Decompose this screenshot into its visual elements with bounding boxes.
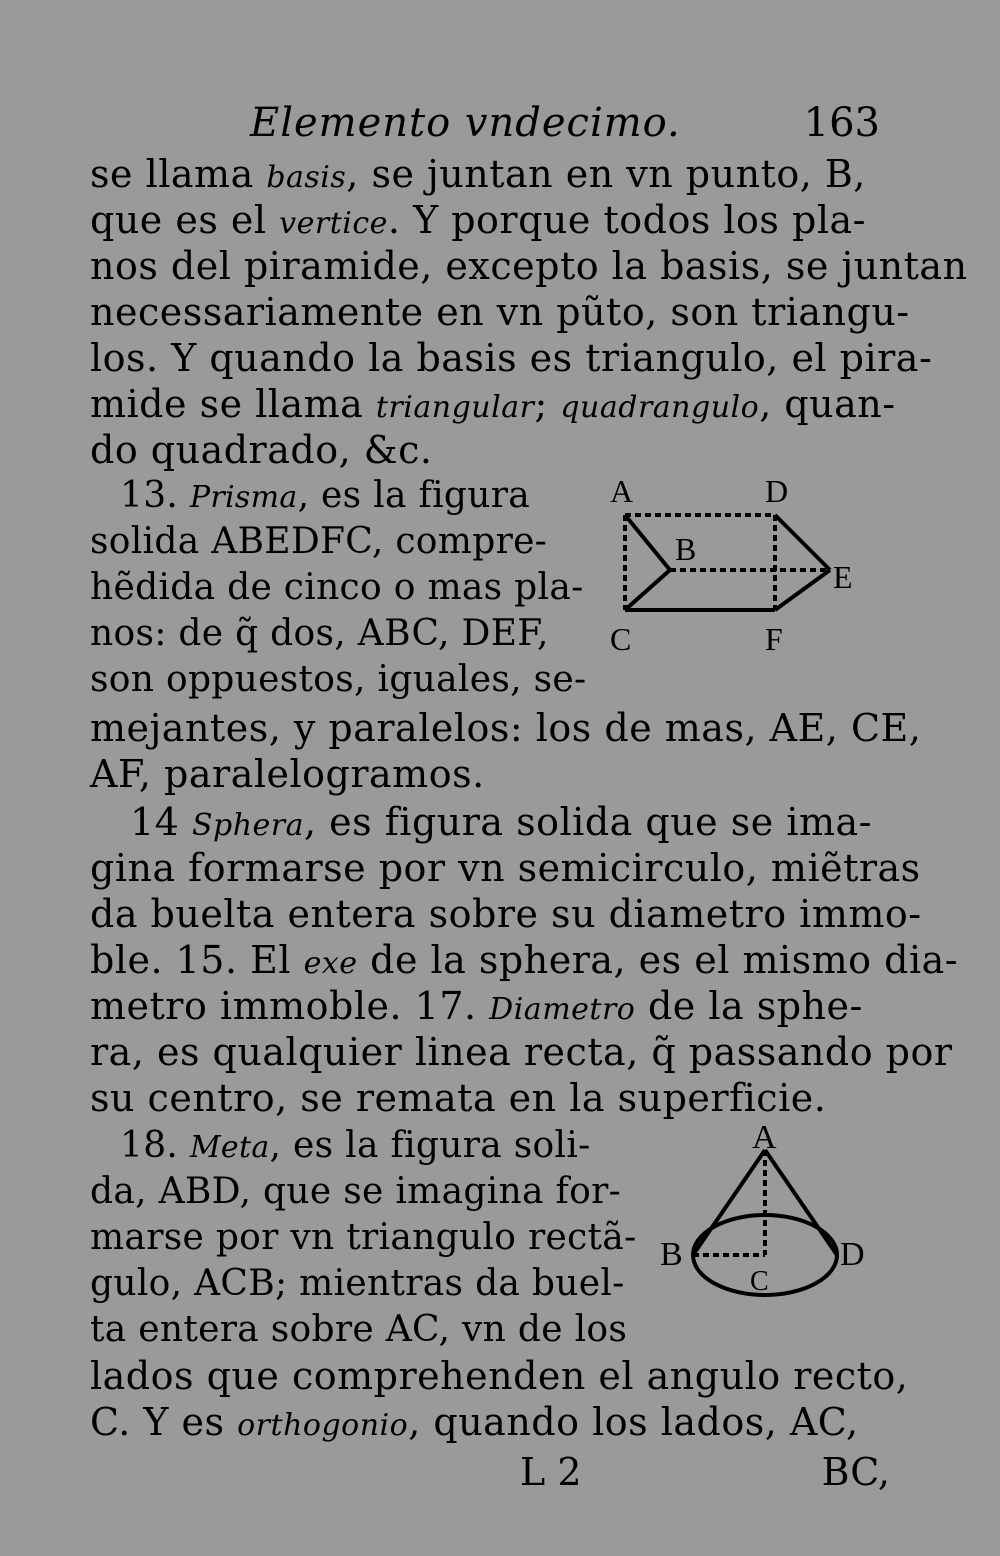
text-line-12: son oppuestos, iguales, se- (90, 659, 587, 700)
text-line-7: do quadrado, &c. (90, 428, 433, 472)
text-line-16: gina formarse por vn semicirculo, miẽtras (90, 846, 921, 890)
prism-label-c: C (610, 621, 632, 657)
prism-label-a: A (610, 473, 634, 509)
signature-mark: L 2 (520, 1450, 582, 1494)
text-line-13: mejantes, y paralelos: los de mas, AE, CE, (90, 706, 922, 750)
text-line-11: nos: de q̃ dos, ABC, DEF, (90, 613, 549, 654)
text-line-3: nos del piramide, excepto la basis, se juntan (90, 244, 968, 288)
cone-figure (655, 1120, 885, 1320)
text-line-14: AF, paralelogramos. (90, 752, 485, 796)
text-line-1: se llama basis, se juntan en vn punto, B, (90, 152, 866, 196)
prism-figure (605, 470, 875, 670)
cone-diagram (655, 1120, 885, 1320)
cone-label-a: A (752, 1120, 777, 1156)
page-header (90, 100, 880, 150)
catchword: BC, (821, 1450, 890, 1494)
text-line-23: da, ABD, que se imagina for- (90, 1171, 622, 1212)
page-number: 163 (803, 100, 880, 146)
text-line-19: metro immoble. 17. Diametro de la sphe- (90, 984, 863, 1028)
prism-label-f: F (765, 621, 783, 657)
text-line-17: da buelta entera sobre su diametro immo- (90, 892, 922, 936)
text-line-4: necessariamente en vn pũto, son triangu- (90, 290, 910, 334)
cone-label-d: D (840, 1236, 865, 1273)
text-line-10: hẽdida de cinco o mas pla- (90, 567, 584, 608)
text-line-15: 14 Sphera, es figura solida que se ima- (130, 800, 873, 844)
prism-diagram (605, 470, 875, 670)
text-line-21: su centro, se remata en la superficie. (90, 1076, 827, 1120)
running-head: Elemento vndecimo. (250, 100, 681, 146)
cone-label-c: C (750, 1266, 769, 1297)
text-line-20: ra, es qualquier linea recta, q̃ passando por (90, 1030, 953, 1074)
prism-label-e: E (833, 559, 853, 595)
text-line-9: solida ABEDFC, compre- (90, 521, 548, 562)
text-line-26: ta entera sobre AC, vn de los (90, 1309, 628, 1350)
prism-label-b: B (675, 531, 697, 567)
text-line-28: C. Y es orthogonio, quando los lados, AC, (90, 1400, 859, 1444)
text-line-2: que es el vertice. Y porque todos los pla- (90, 198, 866, 242)
prism-label-d: D (765, 473, 789, 509)
text-line-8: 13. Prisma, es la figura (120, 475, 531, 516)
text-line-22: 18. Meta, es la figura soli- (120, 1125, 591, 1166)
cone-label-b: B (660, 1236, 683, 1273)
text-line-18: ble. 15. El exe de la sphera, es el mismo dia- (90, 938, 959, 982)
text-line-24: marse por vn triangulo rectã- (90, 1217, 637, 1258)
text-line-6: mide se llama triangular; quadrangulo, quan- (90, 382, 896, 426)
text-line-5: los. Y quando la basis es triangulo, el pira- (90, 336, 933, 380)
text-line-27: lados que comprehenden el angulo recto, (90, 1354, 909, 1398)
text-line-25: gulo, ACB; mientras da buel- (90, 1263, 625, 1304)
